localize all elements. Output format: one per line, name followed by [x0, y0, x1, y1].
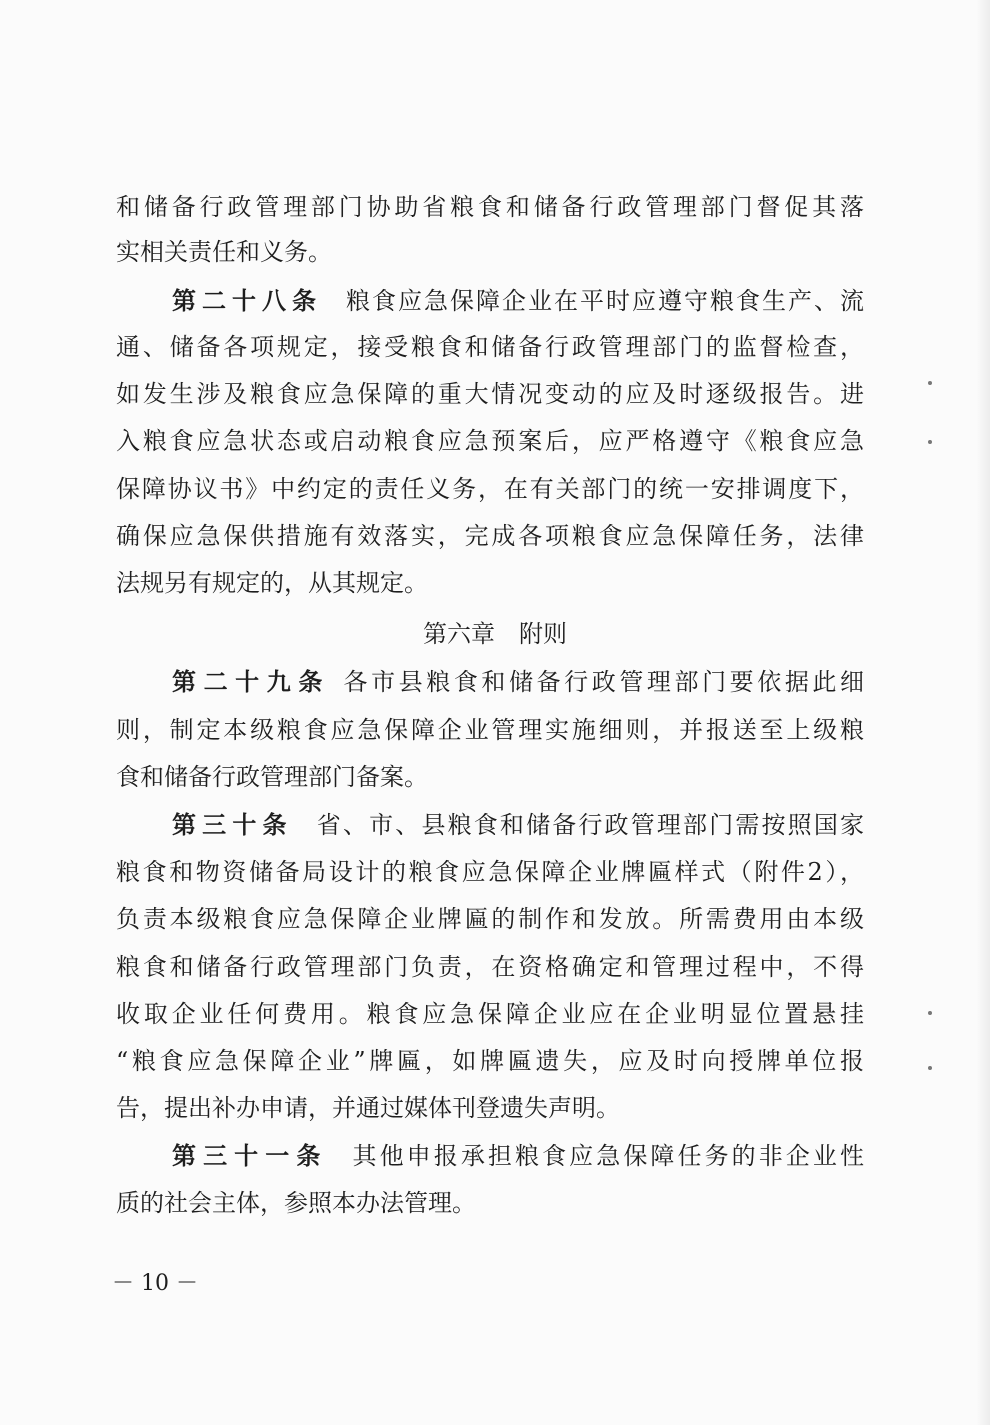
paragraph-line: 粮食和物资储备局设计的粮食应急保障企业牌匾样式（附件2）， — [116, 858, 864, 886]
article-30-heading: 第三十条 — [172, 811, 293, 839]
article-28-first-line — [172, 281, 864, 321]
scan-speck — [928, 440, 932, 444]
article-29-first-line — [172, 662, 864, 702]
page-number: － 10 － — [112, 1271, 198, 1296]
paragraph-text: 省、市、县粮食和储备行政管理部门需按照国家 — [314, 811, 864, 839]
paragraph-line: 负责本级粮食应急保障企业牌匾的制作和发放。所需费用由本级 — [116, 905, 864, 933]
paragraph-line: 实相关责任和义务。 — [116, 238, 332, 266]
paragraph-line: 如发生涉及粮食应急保障的重大情况变动的应及时逐级报告。进 — [116, 380, 864, 408]
article-28-heading: 第二十八条 — [172, 287, 322, 315]
article-31-heading: 第三十一条 — [172, 1142, 328, 1170]
paragraph-line: 和储备行政管理部门协助省粮食和储备行政管理部门督促其落 — [116, 193, 864, 221]
article-31-first-line — [172, 1136, 864, 1176]
paragraph-text: 粮食应急保障企业在平时应遵守粮食生产、流 — [344, 287, 864, 315]
paragraph-line: 质的社会主体，参照本办法管理。 — [116, 1189, 476, 1217]
paragraph-line: 食和储备行政管理部门备案。 — [116, 763, 428, 791]
scan-speck — [928, 1066, 932, 1070]
paragraph-line: 确保应急保供措施有效落实，完成各项粮食应急保障任务，法律 — [116, 522, 864, 550]
paragraph-line: “粮食应急保障企业”牌匾，如牌匾遗失，应及时向授牌单位报 — [116, 1047, 864, 1075]
paragraph-line: 通、储备各项规定，接受粮食和储备行政管理部门的监督检查， — [116, 333, 864, 361]
paragraph-line: 告，提出补办申请，并通过媒体刊登遗失声明。 — [116, 1094, 620, 1122]
paragraph-line: 收取企业任何费用。粮食应急保障企业应在企业明显位置悬挂 — [116, 1000, 864, 1028]
article-29-heading: 第二十九条 — [172, 668, 330, 696]
paragraph-text: 各市县粮食和储备行政管理部门要依据此细 — [339, 668, 865, 696]
chapter-heading: 第六章 附则 — [423, 620, 567, 648]
scan-edge-shadow — [976, 0, 990, 1425]
paragraph-line: 法规另有规定的，从其规定。 — [116, 569, 428, 597]
scan-speck — [928, 381, 932, 385]
paragraph-text: 其他申报承担粮食应急保障任务的非企业性 — [349, 1142, 865, 1170]
paragraph-line: 粮食和储备行政管理部门负责，在资格确定和管理过程中，不得 — [116, 953, 864, 981]
paragraph-line: 则，制定本级粮食应急保障企业管理实施细则，并报送至上级粮 — [116, 716, 864, 744]
paragraph-line: 入粮食应急状态或启动粮食应急预案后，应严格遵守《粮食应急 — [116, 427, 864, 455]
article-30-first-line — [172, 805, 864, 845]
scan-speck — [928, 1011, 932, 1015]
paragraph-line: 保障协议书》中约定的责任义务，在有关部门的统一安排调度下， — [116, 475, 864, 503]
